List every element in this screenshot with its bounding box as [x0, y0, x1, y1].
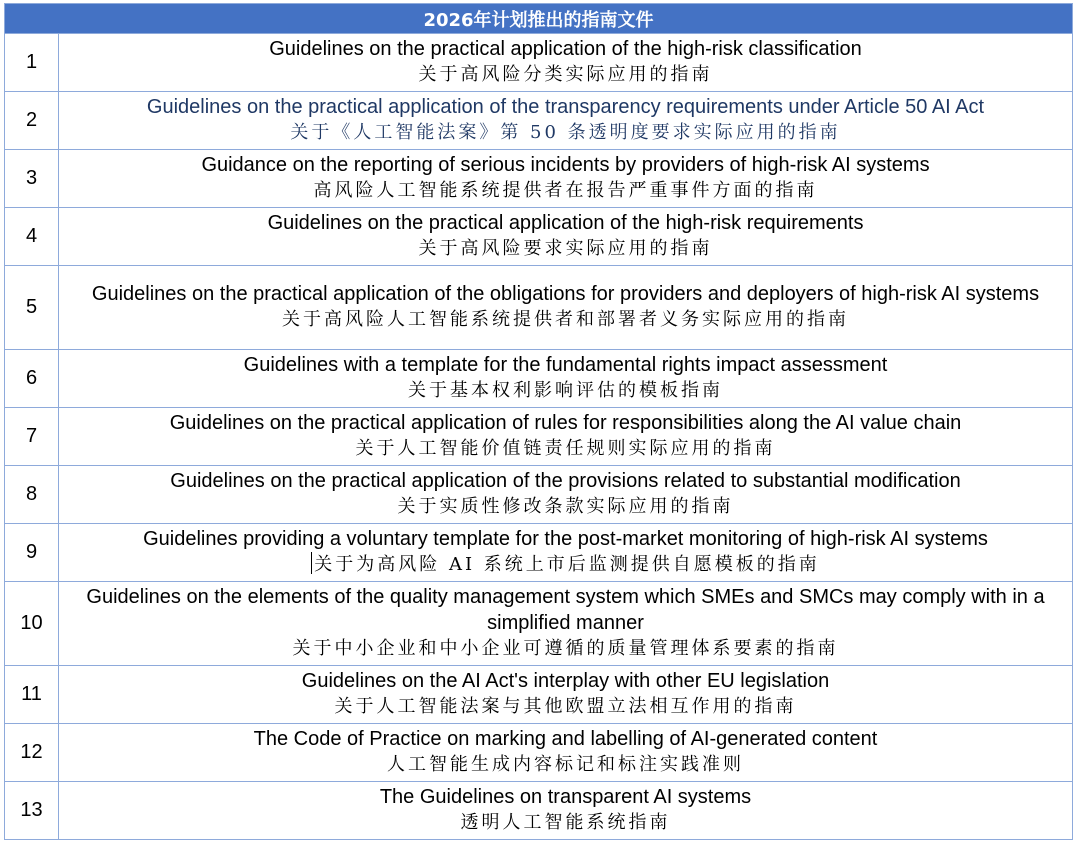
- chinese-title: 关于高风险要求实际应用的指南: [418, 238, 713, 259]
- chinese-title: 人工智能生成内容标记和标注实践准则: [387, 754, 744, 775]
- english-title: Guidelines with a template for the fundamental rights impact assessment: [243, 354, 888, 376]
- row-number: 6: [5, 350, 59, 408]
- table-row: [5, 782, 1073, 840]
- row-number: 4: [5, 208, 59, 266]
- row-number: 13: [5, 782, 59, 840]
- english-title: Guidelines on the practical application of rules for responsibilities along the AI value chain: [169, 412, 962, 434]
- table-row: [5, 150, 1073, 208]
- row-content[interactable]: [59, 582, 1073, 666]
- row-content[interactable]: [59, 782, 1073, 840]
- chinese-title: 关于人工智能法案与其他欧盟立法相互作用的指南: [334, 696, 797, 717]
- table-row: [5, 34, 1073, 92]
- row-number: 11: [5, 666, 59, 724]
- row-number: 12: [5, 724, 59, 782]
- row-number: 3: [5, 150, 59, 208]
- row-number: 2: [5, 92, 59, 150]
- english-title: Guidance on the reporting of serious incidents by providers of high-risk AI systems: [201, 154, 930, 176]
- chinese-title: 关于实质性修改条款实际应用的指南: [397, 496, 734, 517]
- row-content[interactable]: [59, 466, 1073, 524]
- table-row: [5, 582, 1073, 666]
- table-row: [5, 208, 1073, 266]
- chinese-title: 关于基本权利影响评估的模板指南: [408, 380, 723, 401]
- english-title: Guidelines providing a voluntary template for the post-market monitoring of high-risk AI systems: [143, 528, 988, 550]
- chinese-title: 透明人工智能系统指南: [460, 812, 671, 833]
- row-number: 10: [5, 582, 59, 666]
- chinese-title: 关于中小企业和中小企业可遵循的质量管理体系要素的指南: [292, 638, 839, 659]
- english-title: Guidelines on the practical application of the provisions related to substantial modification: [170, 470, 961, 492]
- chinese-title: 关于《人工智能法案》第 50 条透明度要求实际应用的指南: [290, 122, 841, 143]
- row-number: 7: [5, 408, 59, 466]
- table-row: [5, 666, 1073, 724]
- row-number: 9: [5, 524, 59, 582]
- english-title: Guidelines on the practical application of the high-risk requirements: [267, 212, 864, 234]
- english-title: Guidelines on the AI Act's interplay with other EU legislation: [301, 670, 830, 692]
- chinese-title-with-caret: [67, 552, 1064, 578]
- english-title: The Guidelines on transparent AI systems: [379, 786, 752, 808]
- guidance-table: [4, 3, 1073, 840]
- row-content[interactable]: [59, 724, 1073, 782]
- chinese-title: 关于高风险分类实际应用的指南: [418, 64, 713, 85]
- table-row: [5, 724, 1073, 782]
- english-title: Guidelines on the practical application of the high-risk classification: [269, 38, 862, 60]
- chinese-title: 关于为高风险 AI 系统上市后监测提供自愿模板的指南: [314, 554, 820, 575]
- row-number: 8: [5, 466, 59, 524]
- row-content[interactable]: [59, 92, 1073, 150]
- table-row: [5, 466, 1073, 524]
- english-title: Guidelines on the elements of the quality management system which SMEs and SMCs may comply with in a simplified manner: [86, 586, 1045, 634]
- table-row: [5, 266, 1073, 350]
- row-content[interactable]: [59, 408, 1073, 466]
- english-title: The Code of Practice on marking and labelling of AI-generated content: [253, 728, 878, 750]
- row-content[interactable]: [59, 350, 1073, 408]
- chinese-title: 高风险人工智能系统提供者在报告严重事件方面的指南: [313, 180, 818, 201]
- table-header-row: [5, 4, 1073, 34]
- chinese-title: 关于人工智能价值链责任规则实际应用的指南: [355, 438, 776, 459]
- table-title: 2026年计划推出的指南文件: [5, 4, 1073, 34]
- english-title: Guidelines on the practical application of the transparency requirements under Article 50 AI Act: [146, 96, 985, 118]
- row-number: 1: [5, 34, 59, 92]
- guidance-table-container: [4, 3, 1072, 840]
- row-content[interactable]: [59, 34, 1073, 92]
- text-cursor: [311, 552, 312, 574]
- row-content[interactable]: [59, 524, 1073, 582]
- row-number: 5: [5, 266, 59, 350]
- row-content[interactable]: [59, 666, 1073, 724]
- table-row: [5, 524, 1073, 582]
- table-row: [5, 350, 1073, 408]
- row-content[interactable]: [59, 150, 1073, 208]
- table-row: [5, 408, 1073, 466]
- row-content[interactable]: [59, 208, 1073, 266]
- table-row: [5, 92, 1073, 150]
- chinese-title: 关于高风险人工智能系统提供者和部署者义务实际应用的指南: [282, 309, 849, 330]
- row-content[interactable]: [59, 266, 1073, 350]
- english-title: Guidelines on the practical application of the obligations for providers and deployers of high-risk AI systems: [91, 283, 1040, 305]
